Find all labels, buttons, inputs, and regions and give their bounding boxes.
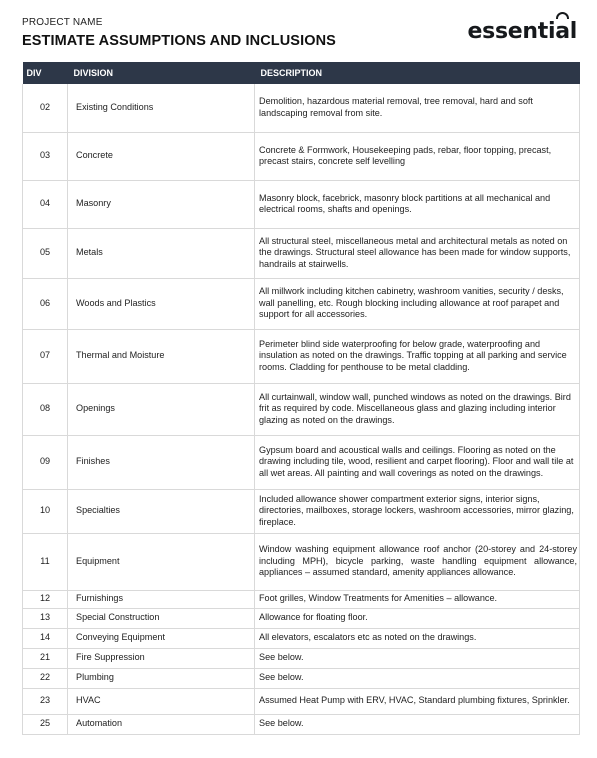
division-name: Fire Suppression xyxy=(68,648,255,668)
table-row xyxy=(23,84,580,132)
division-description: See below. xyxy=(255,714,580,734)
table-row xyxy=(23,688,580,714)
project-name: PROJECT NAME xyxy=(22,17,103,28)
division-name: Furnishings xyxy=(68,590,255,608)
table-row xyxy=(23,489,580,533)
logo-text-end: l xyxy=(569,19,577,44)
table-row xyxy=(23,608,580,628)
table-row xyxy=(23,329,580,383)
division-description: Allowance for floating floor. xyxy=(255,608,580,628)
division-description: All curtainwall, window wall, punched windows as noted on the drawings. Bird frit as required by code. Miscellaneous glass and glazing including interior glazing as noted on the drawings. xyxy=(255,383,580,435)
division-name: Plumbing xyxy=(68,668,255,688)
table-row xyxy=(23,590,580,608)
table-row xyxy=(23,648,580,668)
division-name: Openings xyxy=(68,383,255,435)
division-number: 12 xyxy=(23,590,68,608)
table-row xyxy=(23,132,580,180)
column-header-div: DIV xyxy=(23,62,68,84)
division-name: Equipment xyxy=(68,533,255,590)
division-number: 10 xyxy=(23,489,68,533)
division-number: 05 xyxy=(23,228,68,278)
division-name: Specialties xyxy=(68,489,255,533)
division-number: 11 xyxy=(23,533,68,590)
division-name: Existing Conditions xyxy=(68,84,255,132)
division-description: Foot grilles, Window Treatments for Amenities – allowance. xyxy=(255,590,580,608)
division-number: 25 xyxy=(23,714,68,734)
division-name: Automation xyxy=(68,714,255,734)
division-description: Demolition, hazardous material removal, tree removal, hard and soft landscaping removal from site. xyxy=(255,84,580,132)
division-name: Special Construction xyxy=(68,608,255,628)
division-number: 23 xyxy=(23,688,68,714)
division-description: Masonry block, facebrick, masonry block partitions at all mechanical and electrical rooms, shafts and openings. xyxy=(255,180,580,228)
division-description: See below. xyxy=(255,648,580,668)
division-number: 08 xyxy=(23,383,68,435)
division-name: Thermal and Moisture xyxy=(68,329,255,383)
table-row xyxy=(23,383,580,435)
division-number: 09 xyxy=(23,435,68,489)
assumptions-table xyxy=(22,62,580,735)
page-header xyxy=(22,17,577,53)
division-name: Metals xyxy=(68,228,255,278)
division-description: All elevators, escalators etc as noted on the drawings. xyxy=(255,628,580,648)
document-title: ESTIMATE ASSUMPTIONS AND INCLUSIONS xyxy=(22,33,336,49)
division-number: 22 xyxy=(23,668,68,688)
division-number: 02 xyxy=(23,84,68,132)
division-number: 21 xyxy=(23,648,68,668)
division-description: Assumed Heat Pump with ERV, HVAC, Standard plumbing fixtures, Sprinkler. xyxy=(255,688,580,714)
table-row xyxy=(23,668,580,688)
table-row xyxy=(23,435,580,489)
essential-logo xyxy=(468,19,577,44)
table-row xyxy=(23,628,580,648)
division-description: All structural steel, miscellaneous metal and architectural metals as noted on the drawings. Structural steel allowance has been made for window supports, handrails at stairwells. xyxy=(255,228,580,278)
division-number: 04 xyxy=(23,180,68,228)
column-header-division: DIVISION xyxy=(68,62,255,84)
division-name: Woods and Plastics xyxy=(68,278,255,329)
division-name: Finishes xyxy=(68,435,255,489)
logo-text-a: a xyxy=(555,19,570,44)
division-description: Window washing equipment allowance roof anchor (20-storey and 24-storey including MPH), bicycle parking, waste handling equipment allowance, appliances – assumed standard, amenity appliances allowance. xyxy=(255,533,580,590)
table-row xyxy=(23,228,580,278)
division-description: Included allowance shower compartment exterior signs, interior signs, directories, mailboxes, storage lockers, washroom accessories, mirror glazing, fireplace. xyxy=(255,489,580,533)
division-number: 06 xyxy=(23,278,68,329)
table-header-row xyxy=(23,62,580,84)
division-name: HVAC xyxy=(68,688,255,714)
division-name: Conveying Equipment xyxy=(68,628,255,648)
division-description: Perimeter blind side waterproofing for below grade, waterproofing and insulation as noted on the drawings. Traffic topping at all parking and service rooms. Cladding for penthouse to be metal cladding. xyxy=(255,329,580,383)
table-body xyxy=(23,84,580,734)
division-number: 13 xyxy=(23,608,68,628)
logo-text-start: essenti xyxy=(467,19,556,44)
division-description: Gypsum board and acoustical walls and ceilings. Flooring as noted on the drawing including tile, wood, resilient and carpet flooring). Floor and wall tile at all wet areas. All painting and wall coverings as noted on the drawings. xyxy=(255,435,580,489)
division-number: 07 xyxy=(23,329,68,383)
column-header-description: DESCRIPTION xyxy=(255,62,580,84)
table-row xyxy=(23,533,580,590)
table-row xyxy=(23,714,580,734)
table-row xyxy=(23,278,580,329)
division-description: All millwork including kitchen cabinetry, washroom vanities, security / desks, wall panelling, etc. Rough blocking including allowance at roof parapet and support for all accessories. xyxy=(255,278,580,329)
division-description: Concrete & Formwork, Housekeeping pads, rebar, floor topping, precast, precast stairs, concrete self levelling xyxy=(255,132,580,180)
table-row xyxy=(23,180,580,228)
division-name: Masonry xyxy=(68,180,255,228)
division-description: See below. xyxy=(255,668,580,688)
division-number: 03 xyxy=(23,132,68,180)
division-number: 14 xyxy=(23,628,68,648)
division-name: Concrete xyxy=(68,132,255,180)
